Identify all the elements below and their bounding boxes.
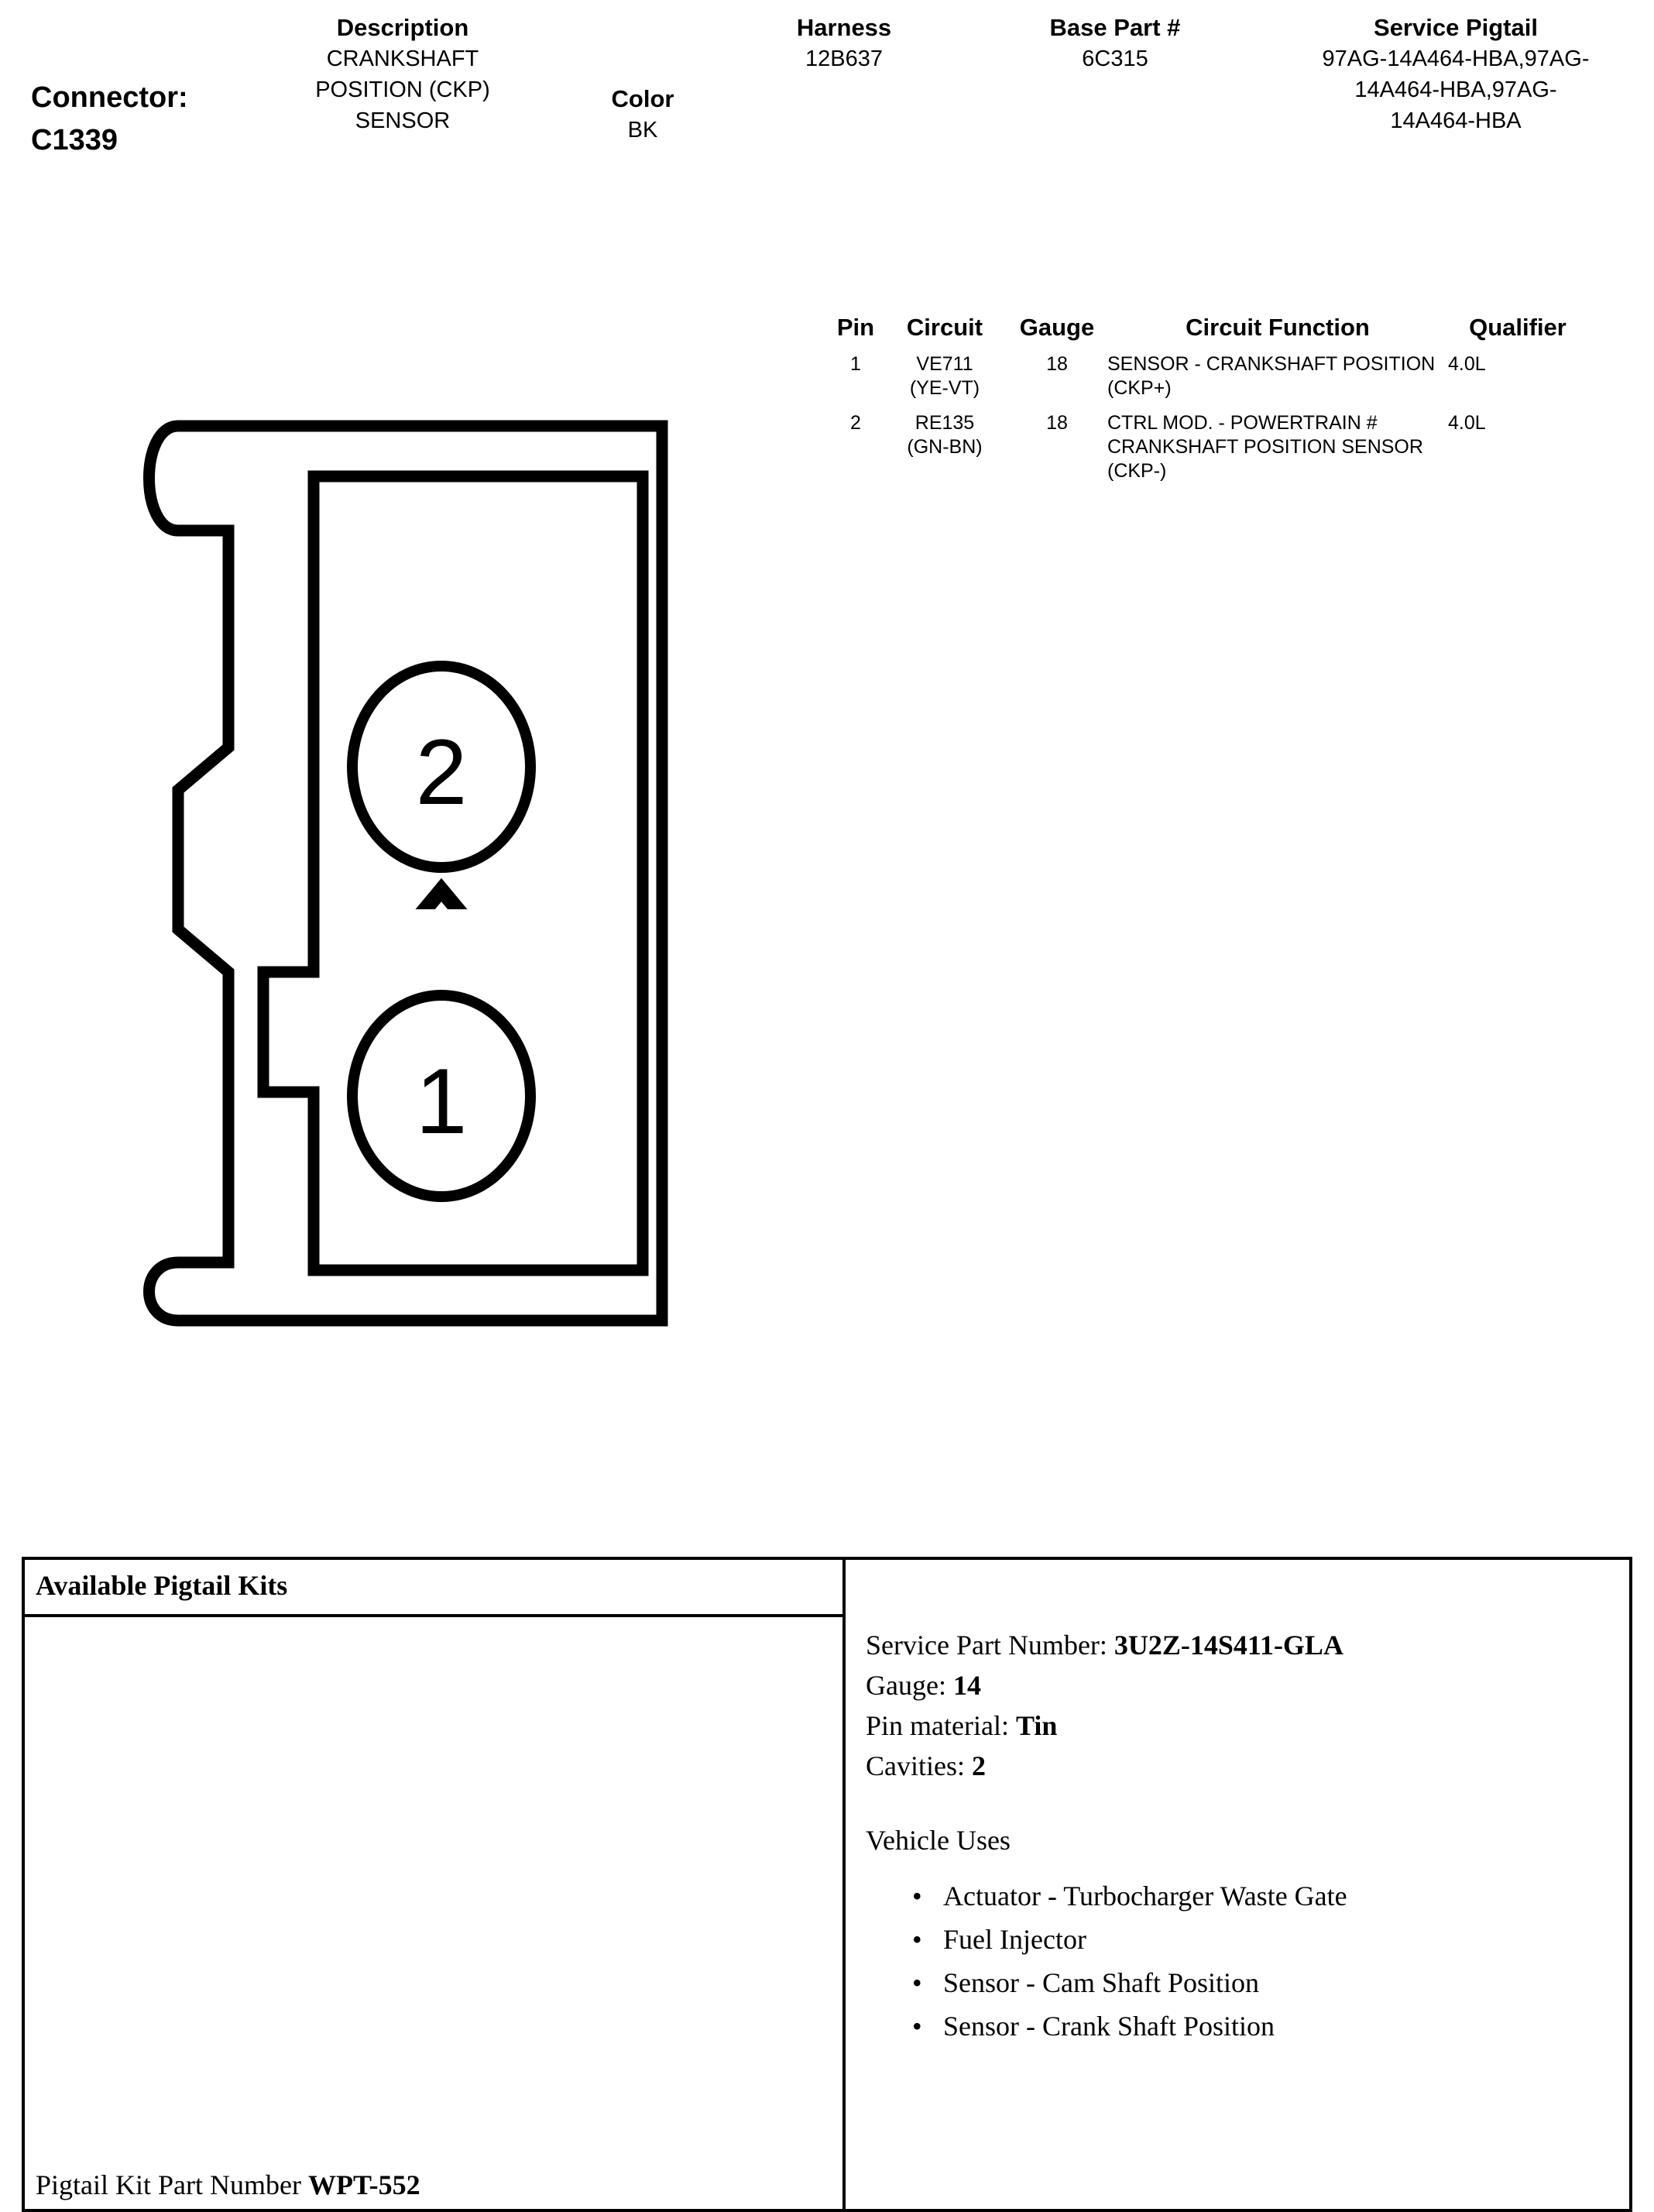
pin-cell-qualifier: 4.0L [1448, 412, 1486, 434]
gauge-label: Gauge: [866, 1670, 946, 1701]
pin-table-header-qualifier: Qualifier [1469, 314, 1566, 341]
header-title-base-part: Base Part # [1049, 14, 1181, 41]
cavities-label: Cavities: [866, 1750, 965, 1781]
cavities-line [866, 1746, 1629, 1786]
pigtail-kit-part-value: WPT-552 [307, 2169, 420, 2200]
gauge-line [866, 1665, 1629, 1705]
list-item: • Actuator - Turbocharger Waste Gate [943, 1874, 1629, 1918]
pigtail-kits-title-cell [25, 1560, 846, 1617]
connector-label: Connector: [31, 81, 188, 114]
pin-table-header-row [829, 314, 1587, 352]
connector-diagram [108, 395, 743, 1417]
pin-cell-gauge: 18 [1046, 412, 1068, 434]
pin-1-label: 1 [415, 1049, 468, 1153]
pin-table-header-function: Circuit Function [1186, 314, 1370, 341]
table-row [829, 352, 1587, 411]
pin-cell-pin: 2 [850, 412, 861, 434]
header-value-harness: 12B637 [805, 46, 883, 71]
pigtail-kit-left-cell [25, 1617, 846, 2209]
connector-drawing-svg [108, 395, 743, 1417]
pigtail-kit-part-number-line [36, 2169, 420, 2201]
pin-cell-qualifier: 4.0L [1448, 353, 1486, 375]
header-value-base-part: 6C315 [1082, 46, 1148, 71]
pin-table-header-pin: Pin [836, 314, 875, 341]
service-part-number-line [866, 1625, 1629, 1665]
header-title-service-pigtail: Service Pigtail [1374, 14, 1538, 41]
pin-cell-pin: 1 [850, 353, 861, 375]
service-part-number-value: 3U2Z-14S411-GLA [1114, 1630, 1343, 1661]
header-value-color: BK [627, 118, 658, 143]
circuit-code: RE135 [915, 412, 975, 434]
header-column-description [271, 12, 534, 136]
circuit-color-code: (YE-VT) [909, 377, 980, 399]
pin-cell-function: CTRL MOD. - POWERTRAIN # CRANKSHAFT POSITION SENSOR (CKP-) [1107, 412, 1423, 482]
circuit-color-code: (GN-BN) [907, 436, 983, 458]
cavities-value: 2 [972, 1750, 986, 1781]
pigtail-kits-title: Available Pigtail Kits [36, 1570, 288, 1601]
pin-2-label: 2 [415, 720, 468, 824]
table-row [829, 411, 1587, 494]
connector-header [0, 0, 1654, 256]
pin-cell-gauge: 18 [1046, 353, 1068, 375]
header-column-color [573, 84, 712, 146]
pin-table-header-circuit: Circuit [906, 314, 983, 341]
pin-material-label: Pin material: [866, 1710, 1009, 1741]
connector-id: C1339 [31, 124, 118, 156]
pin-cell-circuit [883, 411, 1007, 494]
pin-cell-function: SENSOR - CRANKSHAFT POSITION (CKP+) [1107, 353, 1436, 399]
pin-material-value: Tin [1015, 1710, 1058, 1741]
list-item: • Sensor - Crank Shaft Position [943, 2004, 1629, 2048]
vehicle-uses-heading: Vehicle Uses [866, 1825, 1011, 1856]
service-part-number-label: Service Part Number: [866, 1630, 1107, 1661]
pigtail-kit-details-cell [855, 1617, 1629, 2209]
header-column-base-part [1007, 12, 1223, 74]
list-item: • Fuel Injector [943, 1918, 1629, 1961]
header-value-description: CRANKSHAFT POSITION (CKP) SENSOR [315, 46, 490, 133]
header-title-color: Color [611, 85, 674, 112]
pin-cell-circuit [883, 352, 1007, 411]
pin-table [829, 314, 1634, 494]
pin-material-line [866, 1705, 1629, 1746]
pin-table-header-gauge: Gauge [1019, 314, 1095, 341]
header-title-harness: Harness [796, 14, 892, 41]
gauge-value: 14 [952, 1670, 981, 1701]
header-value-service-pigtail: 97AG-14A464-HBA,97AG-14A464-HBA,97AG-14A464-HBA [1322, 46, 1590, 133]
header-column-harness [743, 12, 945, 74]
vehicle-uses-list [866, 1874, 1629, 2048]
circuit-code: VE711 [916, 353, 973, 375]
pigtail-kit-part-label: Pigtail Kit Part Number [36, 2169, 301, 2200]
header-column-service-pigtail [1316, 12, 1595, 136]
available-pigtail-kits-table [22, 1557, 1632, 2212]
list-item: • Sensor - Cam Shaft Position [943, 1961, 1629, 2004]
header-title-description: Description [336, 14, 469, 41]
